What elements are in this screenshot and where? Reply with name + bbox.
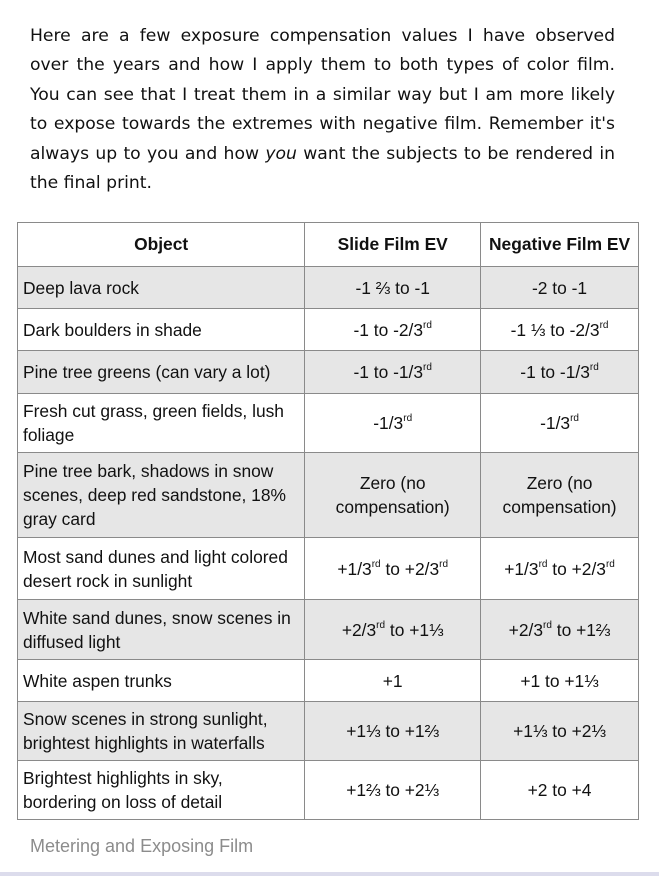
intro-emphasis: you — [265, 143, 297, 164]
header-negative-film-ev: Negative Film EV — [481, 223, 639, 267]
table-row — [18, 267, 639, 309]
header-slide-film-ev: Slide Film EV — [305, 223, 481, 267]
table-row — [18, 538, 639, 600]
table-header-row — [18, 223, 639, 267]
table-row — [18, 600, 639, 660]
table-row — [18, 394, 639, 453]
table-row — [18, 761, 639, 820]
cell-object: Fresh cut grass, green fields, lush foliage — [18, 394, 305, 453]
cell-negative-ev: -1 ⅓ to -2/3rd — [481, 309, 639, 351]
cell-slide-ev: -1 to -2/3rd — [305, 309, 481, 351]
cell-object: Pine tree bark, shadows in snow scenes, deep red sandstone, 18% gray card — [18, 453, 305, 538]
cell-object: Most sand dunes and light colored desert rock in sunlight — [18, 538, 305, 600]
cell-slide-ev: Zero (no compensation) — [305, 453, 481, 538]
exposure-compensation-table — [17, 222, 639, 820]
cell-negative-ev: Zero (no compensation) — [481, 453, 639, 538]
cell-negative-ev: -2 to -1 — [481, 267, 639, 309]
table-row — [18, 453, 639, 538]
cell-slide-ev: +1⅔ to +2⅓ — [305, 761, 481, 820]
table-row — [18, 309, 639, 351]
header-object: Object — [18, 223, 305, 267]
cell-negative-ev: +2 to +4 — [481, 761, 639, 820]
intro-text-part2: want the subjects to be rendered in the final print. — [30, 143, 615, 194]
cell-negative-ev: +1 to +1⅓ — [481, 660, 639, 702]
cell-object: Brightest highlights in sky, bordering on loss of detail — [18, 761, 305, 820]
cell-negative-ev: -1 to -1/3rd — [481, 351, 639, 394]
cell-slide-ev: +1 — [305, 660, 481, 702]
table-row — [18, 660, 639, 702]
intro-paragraph — [30, 22, 615, 198]
cell-slide-ev: -1 ⅔ to -1 — [305, 267, 481, 309]
cell-negative-ev: +1⅓ to +2⅓ — [481, 702, 639, 761]
page-footer: Metering and Exposing Film — [30, 836, 254, 856]
table-row — [18, 702, 639, 761]
cell-negative-ev: +1/3rd to +2/3rd — [481, 538, 639, 600]
cell-object: Dark boulders in shade — [18, 309, 305, 351]
cell-slide-ev: +1/3rd to +2/3rd — [305, 538, 481, 600]
cell-object: Snow scenes in strong sunlight, brightest highlights in waterfalls — [18, 702, 305, 761]
cell-object: Deep lava rock — [18, 267, 305, 309]
cell-slide-ev: -1/3rd — [305, 394, 481, 453]
cell-negative-ev: -1/3rd — [481, 394, 639, 453]
cell-slide-ev: +1⅓ to +1⅔ — [305, 702, 481, 761]
cell-object: White aspen trunks — [18, 660, 305, 702]
cell-object: White sand dunes, snow scenes in diffused light — [18, 600, 305, 660]
cell-object: Pine tree greens (can vary a lot) — [18, 351, 305, 394]
bottom-divider — [0, 872, 659, 876]
intro-text-part1: Here are a few exposure compensation values I have observed over the years and how I apply them to both types of color film. You can see that I treat them in a similar way but I am more likely to expose towards the extremes with negative film. Remember it's always up to you and how — [30, 26, 615, 164]
table-row — [18, 351, 639, 394]
cell-slide-ev: -1 to -1/3rd — [305, 351, 481, 394]
cell-slide-ev: +2/3rd to +1⅓ — [305, 600, 481, 660]
cell-negative-ev: +2/3rd to +1⅔ — [481, 600, 639, 660]
